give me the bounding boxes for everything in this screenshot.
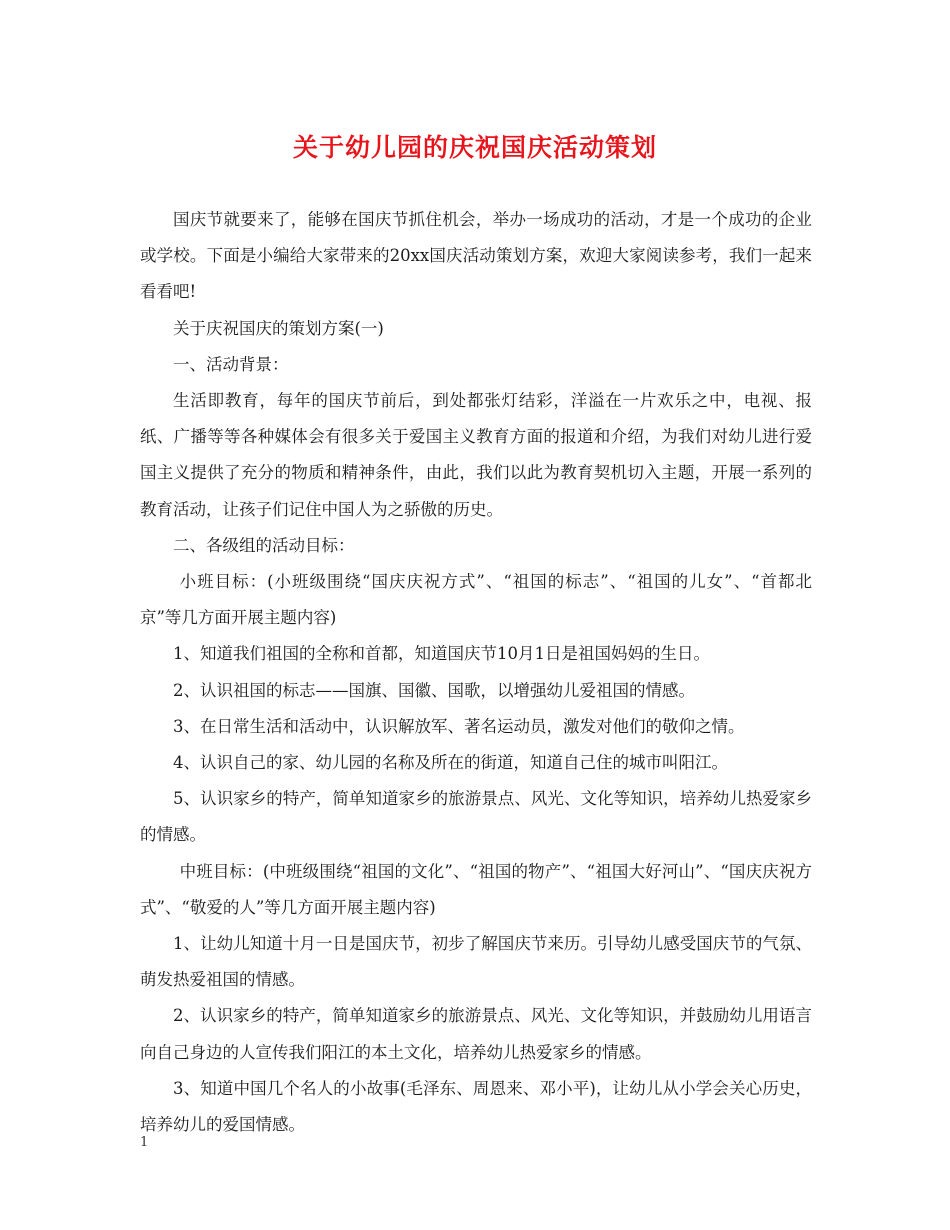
document-body xyxy=(140,202,812,1143)
paragraph-small-goal-3: 3、在日常生活和活动中，认识解放军、著名运动员，激发对他们的敬仰之情。 xyxy=(173,716,745,736)
paragraph-middle-class-goals: 中班目标：(中班级围绕“祖国的文化”、“祖国的物产”、“祖国大好河山”、“国庆庆祝方式”、“敬爱的人”等几方面开展主题内容) xyxy=(140,861,812,917)
paragraph-plan-heading: 关于庆祝国庆的策划方案(一) xyxy=(173,318,384,338)
document-title: 关于幼儿园的庆祝国庆活动策划 xyxy=(292,133,657,162)
paragraph-section-goals: 二、各级组的活动目标： xyxy=(173,535,355,555)
paragraph-background-text: 生活即教育，每年的国庆节前后，到处都张灯结彩，洋溢在一片欢乐之中，电视、报纸、广播等等各种媒体会有很多关于爱国主义教育方面的报道和介绍，为我们对幼儿进行爱国主义提供了充分的物质和精神条件，由此，我们以此为教育契机切入主题，开展一系列的教育活动，让孩子们记住中国人为之骄傲的历史。 xyxy=(140,391,812,519)
paragraph-small-goal-2: 2、认识祖国的标志——国旗、国徽、国歌，以增强幼儿爱祖国的情感。 xyxy=(173,680,695,700)
paragraph-intro: 国庆节就要来了，能够在国庆节抓住机会，举办一场成功的活动，才是一个成功的企业或学校。下面是小编给大家带来的20xx国庆活动策划方案，欢迎大家阅读参考，我们一起来看看吧! xyxy=(140,210,812,302)
paragraph-middle-goal-3: 3、知道中国几个名人的小故事(毛泽东、周恩来、邓小平)，让幼儿从小学会关心历史，培养幼儿的爱国情感。 xyxy=(140,1078,812,1135)
paragraph-small-goal-5: 5、认识家乡的特产，简单知道家乡的旅游景点、风光、文化等知识，培养幼儿热爱家乡的情感。 xyxy=(140,789,812,845)
paragraph-small-goal-1: 1、知道我们祖国的全称和首都，知道国庆节10月1日是祖国妈妈的生日。 xyxy=(173,644,710,664)
paragraph-small-goal-4: 4、认识自己的家、幼儿园的名称及所在的街道，知道自己住的城市叫阳江。 xyxy=(173,753,728,773)
page-number: 1 xyxy=(140,1135,149,1150)
paragraph-middle-goal-1: 1、让幼儿知道十月一日是国庆节，初步了解国庆节来历。引导幼儿感受国庆节的气氛、萌发热爱祖国的情感。 xyxy=(140,934,812,990)
paragraph-section-background: 一、活动背景： xyxy=(173,354,289,374)
paragraph-small-class-goals: 小班目标：(小班级围绕“国庆庆祝方式”、“祖国的标志”、“祖国的儿女”、“首都北京”等几方面开展主题内容) xyxy=(140,572,812,628)
paragraph-middle-goal-2: 2、认识家乡的特产，简单知道家乡的旅游景点、风光、文化等知识，并鼓励幼儿用语言向自己身边的人宣传我们阳江的本土文化，培养幼儿热爱家乡的情感。 xyxy=(140,1006,812,1062)
